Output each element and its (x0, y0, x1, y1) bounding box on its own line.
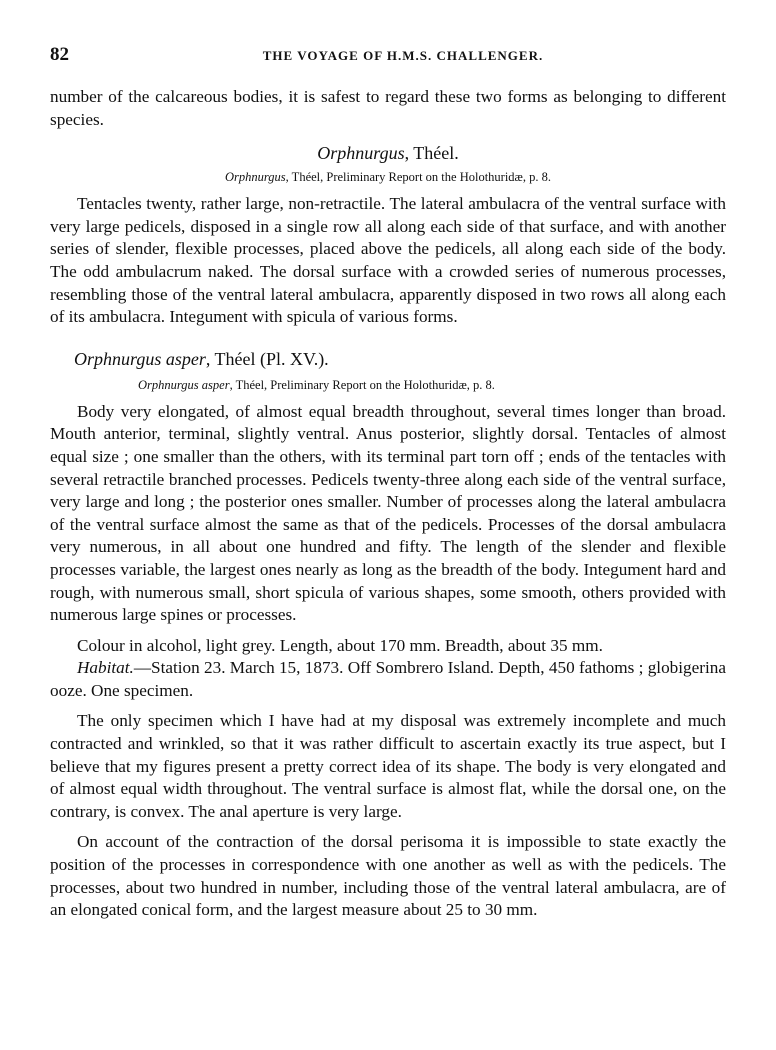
page-number: 82 (50, 44, 69, 65)
genus-name: Orphnurgus (317, 143, 405, 164)
habitat-label: Habitat. (77, 658, 134, 678)
intro-paragraph: number of the calcareous bodies, it is safest to regard these two forms as belonging to different species. (50, 87, 726, 129)
running-title: THE VOYAGE OF H.M.S. CHALLENGER. (262, 48, 544, 63)
habitat-paragraph (50, 657, 726, 702)
species-heading (74, 347, 726, 371)
species-description: Body very elongated, of almost equal breadth throughout, several times longer than broad. Mouth anterior, terminal, slightly ventral. Anus posterior, slightly dorsal. Tentacles of almost equal size ; one smaller than the others, with its terminal part torn off ; ends of the tentacles with several retractile branched processes. Pedicels twenty-three along each side of the ventral surface, very large and long ; the posterior ones smaller. Number of processes along the lateral ambulacra of the ventral surface almost the same as that of the pedicels. Processes of the dorsal ambulacra very numerous, in all about one hundred and fifty. The length of the slender and flexible processes variable, the largest ones nearly as long as the breadth of the body. Integument hard and rough, with numerous small, short spicula of various shapes, some smooth, others provided with numerous large spines or processes. (50, 401, 726, 625)
species-ref-text: , Théel, Preliminary Report on the Holothuridæ, p. 8. (229, 377, 495, 392)
genus-ref-text: , Théel, Preliminary Report on the Holothuridæ, p. 8. (285, 170, 552, 185)
species-author: , Théel (Pl. XV.). (205, 348, 329, 369)
remarks-paragraph-1: The only specimen which I have had at my disposal was extremely incomplete and much contracted and wrinkled, so that it was rather difficult to ascertain exactly its true aspect, but I believe that my figures present a pretty correct idea of its shape. The body is very elongated and of almost equal width throughout. The ventral surface is almost flat, while the dorsal one, on the contrary, is convex. The anal aperture is very large. (50, 711, 726, 821)
colour-paragraph: Colour in alcohol, light grey. Length, about 170 mm. Breadth, about 35 mm. (77, 635, 603, 655)
species-ref-name: Orphnurgus asper (138, 377, 230, 392)
remarks-paragraph-2: On account of the contraction of the dorsal perisoma it is impossible to state exactly the position of the processes in correspondence with one another as well as with the pedicels. The processes, about two hundred in number, including those of the ventral lateral ambulacra, are of an elongated conical form, and the largest measure about 25 to 30 mm. (50, 832, 726, 920)
genus-heading (50, 141, 726, 165)
page-body (50, 86, 726, 922)
genus-ref-name: Orphnurgus (224, 170, 286, 185)
genus-reference (50, 169, 726, 185)
habitat-text: —Station 23. March 15, 1873. Off Sombrero Island. Depth, 450 fathoms ; globigerina ooze. One specimen. (50, 658, 726, 700)
species-reference (138, 377, 726, 393)
page-header (50, 44, 726, 70)
genus-description: Tentacles twenty, rather large, non-retractile. The lateral ambulacra of the ventral surface with very large pedicels, disposed in a single row all along each side of that surface, and with another series of slender, flexible processes, placed above the pedicels, all along each side of the body. The odd ambulacrum naked. The dorsal surface with a crowded series of numerous processes, resembling those of the ventral lateral ambulacra, apparently disposed in two rows all along each of its ambulacra. Integument with spicula of various forms. (50, 194, 726, 327)
species-name: Orphnurgus asper (74, 348, 206, 369)
genus-author: , Théel. (404, 143, 459, 164)
